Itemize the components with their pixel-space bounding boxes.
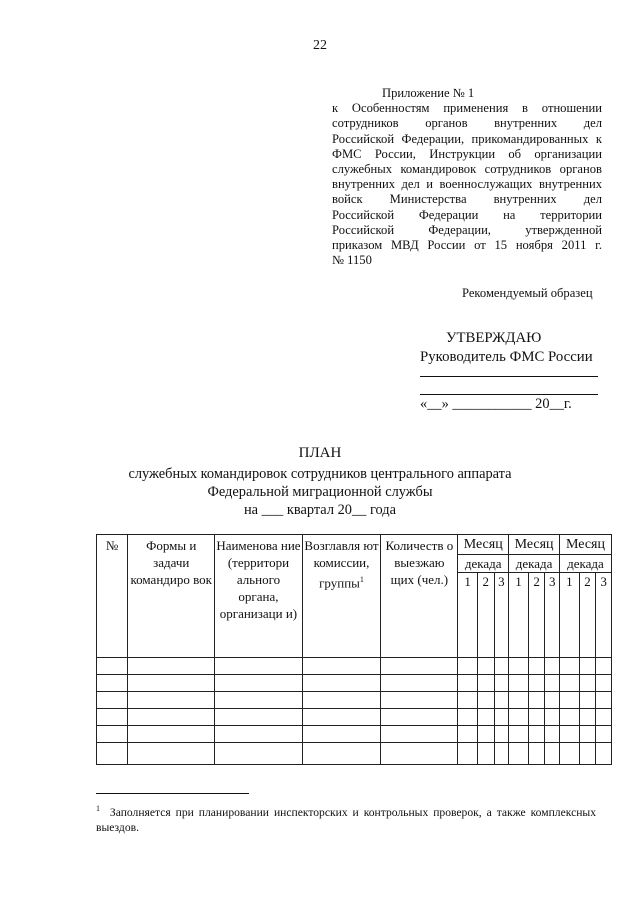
dekada-header: декада	[509, 555, 560, 573]
appendix-line: к Особенностям применения в отношении	[332, 101, 602, 116]
appendix-line: Российской Федерации, утвержденной	[332, 222, 602, 237]
dekada-number: 1	[458, 573, 478, 658]
dekada-header: декада	[560, 555, 612, 573]
appendix-line: Российской Федерации, прикомандированных к	[332, 131, 602, 146]
dekada-number: 2	[579, 573, 596, 658]
month-header: Месяц	[560, 535, 612, 555]
approval-date: «__» ___________ 20__г.	[420, 396, 572, 412]
plan-period: на ___ квартал 20__ года	[243, 502, 397, 518]
footnote-separator	[96, 793, 249, 794]
sample-label: Рекомендуемый образец	[462, 286, 593, 300]
table-row	[97, 675, 612, 692]
dekada-number: 3	[494, 573, 509, 658]
dekada-number: 2	[478, 573, 495, 658]
name-line	[420, 394, 598, 395]
page-number: 22	[313, 38, 327, 53]
appendix-line: № 1150	[332, 253, 372, 268]
table-row	[97, 709, 612, 726]
dekada-number: 2	[528, 573, 545, 658]
col-header-organization: Наименова ние (территори ального органа, организаци и)	[215, 535, 302, 658]
footnote-text: Заполняется при планировании инспекторских и контрольных проверок, а также комплексных выездов.	[96, 805, 597, 834]
month-header: Месяц	[458, 535, 509, 555]
appendix-line: сотрудников органов внутренних дел	[332, 116, 602, 131]
appendix-line: приказом МВД России от 15 ноября 2011 г.	[332, 238, 602, 253]
appendix-line: внутренних дел и военнослужащих внутренних	[332, 177, 602, 192]
signature-line	[420, 376, 598, 377]
table-row	[97, 743, 612, 765]
plan-subtitle: служебных командировок сотрудников центрального аппарата	[128, 466, 512, 482]
footnote-ref: 1	[359, 575, 364, 584]
col-header-head-text: Возглавля ют комиссии, группы	[304, 538, 379, 591]
appendix-block	[332, 86, 602, 268]
appendix-line: служебных командировок сотрудников органов	[332, 162, 602, 177]
dekada-number: 1	[560, 573, 580, 658]
plan-title: ПЛАН	[298, 445, 342, 461]
dekada-number: 3	[545, 573, 560, 658]
approver-role: Руководитель ФМС России	[420, 349, 593, 365]
plan-subtitle: Федеральной миграционной службы	[207, 484, 433, 500]
table-row	[97, 692, 612, 709]
appendix-title: Приложение № 1	[382, 86, 475, 100]
month-header: Месяц	[509, 535, 560, 555]
appendix-line: Российской Федерации на территории	[332, 207, 602, 222]
dekada-number: 3	[596, 573, 612, 658]
footnote	[96, 801, 596, 835]
col-header-count: Количеств о выезжаю щих (чел.)	[381, 535, 458, 658]
col-header-head	[302, 535, 381, 658]
col-header-number: №	[97, 535, 128, 658]
table-row	[97, 658, 612, 675]
footnote-mark: 1	[96, 804, 100, 813]
col-header-forms: Формы и задачи командиро вок	[128, 535, 215, 658]
dekada-number: 1	[509, 573, 529, 658]
dekada-header: декада	[458, 555, 509, 573]
appendix-line: ФМС России, Инструкции об организации	[332, 146, 602, 161]
appendix-line: войск Министерства внутренних дел	[332, 192, 602, 207]
plan-table	[96, 534, 612, 765]
approve-heading: УТВЕРЖДАЮ	[446, 330, 542, 346]
table-row	[97, 726, 612, 743]
